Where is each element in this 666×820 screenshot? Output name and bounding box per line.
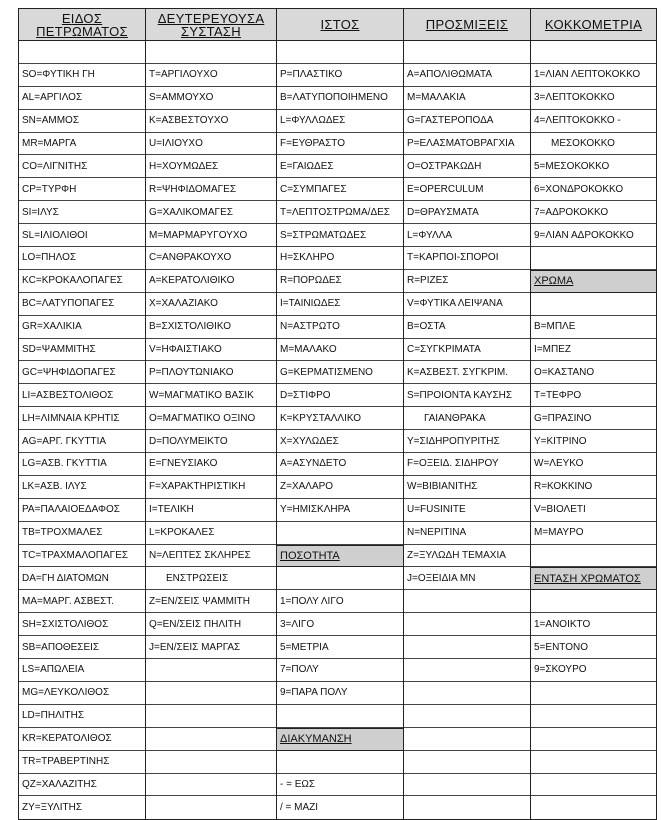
legend-row: Y=ΚΙΤΡΙΝΟ: [531, 430, 656, 453]
legend-row: 5=ΜΕΤΡΙΑ: [277, 636, 403, 659]
legend-row: [277, 41, 403, 64]
legend-row: U=FUSINITE: [404, 499, 530, 522]
legend-row: P=ΕΛΑΣΜΑΤΟΒΡΑΓΧΙΑ: [404, 133, 530, 156]
legend-row: [404, 682, 530, 705]
legend-row: B=ΟΣΤΑ: [404, 316, 530, 339]
legend-row: I=ΤΑΙΝΙΩΔΕΣ: [277, 293, 403, 316]
legend-row: N=ΛΕΠΤΕΣ ΣΚΛΗΡΕΣ: [146, 545, 276, 568]
legend-row: [531, 41, 656, 64]
legend-row: 7=ΑΔΡΟΚΟΚΚΟ: [531, 201, 656, 224]
legend-row: Z=ΧΑΛΑΡΟ: [277, 476, 403, 499]
legend-row: H=ΣΚΛΗΡΟ: [277, 247, 403, 270]
legend-row: F=ΧΑΡΑΚΤΗΡΙΣΤΙΚΗ: [146, 476, 276, 499]
section-header: ΔΙΑΚΥΜΑΝΣΗ: [277, 728, 403, 751]
legend-row: Q=ΕΝ/ΣΕΙΣ ΠΗΛΙΤΗ: [146, 613, 276, 636]
legend-row: SN=ΑΜΜΟΣ: [19, 110, 145, 133]
legend-row: 1=ΑΝΟΙΚΤΟ: [531, 613, 656, 636]
legend-row: Y=ΗΜΙΣΚΛΗΡΑ: [277, 499, 403, 522]
legend-row: 6=ΧΟΝΔΡΟΚΟΚΚΟ: [531, 178, 656, 201]
legend-row: [146, 751, 276, 774]
legend-row: L=ΦΥΛΛΩΔΕΣ: [277, 110, 403, 133]
legend-row: [531, 751, 656, 774]
legend-row: Y=ΣΙΔΗΡΟΠΥΡΙΤΗΣ: [404, 430, 530, 453]
legend-row: [277, 751, 403, 774]
legend-row: D=ΠΟΛΥΜΕΙΚΤΟ: [146, 430, 276, 453]
legend-row: V=ΦΥΤΙΚΑ ΛΕΙΨΑΝΑ: [404, 293, 530, 316]
legend-row: A=ΑΠΟΛΙΘΩΜΑΤΑ: [404, 64, 530, 87]
legend-row: [531, 682, 656, 705]
legend-row: [404, 728, 530, 751]
legend-row: X=ΧΥΛΩΔΕΣ: [277, 430, 403, 453]
legend-row: T=ΚΑΡΠΟΙ-ΣΠΟΡΟΙ: [404, 247, 530, 270]
legend-row: KC=ΚΡΟΚΑΛΟΠΑΓΕΣ: [19, 270, 145, 293]
legend-row: T=ΤΕΦΡΟ: [531, 384, 656, 407]
legend-row: S=ΠΡΟΙΟΝΤΑ ΚΑΥΣΗΣ: [404, 384, 530, 407]
legend-row: TB=ΤΡΟΧΜΑΛΕΣ: [19, 522, 145, 545]
legend-row: ΓΑΙΑΝΘΡΑΚΑ: [404, 407, 530, 430]
legend-row: [531, 545, 656, 568]
legend-row: MA=ΜΑΡΓ. ΑΣΒΕΣΤ.: [19, 590, 145, 613]
legend-row: 1=ΠΟΛΥ ΛΙΓΟ: [277, 590, 403, 613]
legend-row: CO=ΛΙΓΝΙΤΗΣ: [19, 155, 145, 178]
legend-row: [146, 774, 276, 797]
legend-row: S=ΑΜΜΟΥΧΟ: [146, 87, 276, 110]
legend-row: [404, 659, 530, 682]
legend-row: SI=ΙΛΥΣ: [19, 201, 145, 224]
legend-row: MR=ΜΑΡΓΑ: [19, 133, 145, 156]
legend-row: O=ΜΑΓΜΑΤΙΚΟ ΟΞΙΝΟ: [146, 407, 276, 430]
legend-row: Z=ΕΝ/ΣΕΙΣ ΨΑΜΜΙΤΗ: [146, 590, 276, 613]
legend-row: AG=ΑΡΓ. ΓΚΥΤΤΙΑ: [19, 430, 145, 453]
legend-row: [146, 682, 276, 705]
legend-row: N=ΑΣΤΡΩΤΟ: [277, 316, 403, 339]
legend-row: [404, 41, 530, 64]
legend-row: D=ΘΡΑΥΣΜΑΤΑ: [404, 201, 530, 224]
legend-row: M=ΜΑΛΑΚΙΑ: [404, 87, 530, 110]
legend-row: L=ΦΥΛΛΑ: [404, 224, 530, 247]
column-header-line: ΚΟΚΚΟΜΕΤΡΙΑ: [544, 16, 643, 32]
legend-row: [531, 293, 656, 316]
legend-row: D=ΣΤΙΦΡΟ: [277, 384, 403, 407]
section-header: ΕΝΤΑΣΗ ΧΡΩΜΑΤΟΣ: [531, 567, 656, 590]
legend-row: E=OPERCULUM: [404, 178, 530, 201]
legend-row: Z=ΞΥΛΩΔΗ ΤΕΜΑΧΙΑ: [404, 545, 530, 568]
legend-row: [404, 705, 530, 728]
legend-row: LD=ΠΗΛΙΤΗΣ: [19, 705, 145, 728]
legend-row: [531, 728, 656, 751]
legend-row: ΜΕΣΟΚΟΚΚΟ: [531, 133, 656, 156]
legend-row: T=ΑΡΓΙΛΟΥΧΟ: [146, 64, 276, 87]
legend-row: N=ΝΕΡΙΤΙΝΑ: [404, 522, 530, 545]
legend-row: QZ=ΧΑΛΑΖΙΤΗΣ: [19, 774, 145, 797]
legend-row: 4=ΛΕΠΤΟΚΟΚΚΟ -: [531, 110, 656, 133]
legend-row: R=ΚΟΚΚΙΝΟ: [531, 476, 656, 499]
legend-row: R=ΠΟΡΩΔΕΣ: [277, 270, 403, 293]
legend-row: G=ΓΑΣΤΕΡΟΠΟΔΑ: [404, 110, 530, 133]
column-rock-type: [18, 8, 146, 820]
column-header-line: ΣΥΣΤΑΣΗ: [181, 23, 241, 39]
legend-row: [277, 522, 403, 545]
legend-row: CP=ΤΥΡΦΗ: [19, 178, 145, 201]
legend-row: GR=ΧΑΛΙΚΙΑ: [19, 316, 145, 339]
legend-row: [404, 590, 530, 613]
legend-row: A=ΚΕΡΑΤΟΛΙΘΙΚΟ: [146, 270, 276, 293]
legend-row: 7=ΠΟΛΥ: [277, 659, 403, 682]
legend-row: ZY=ΞΥΛΙΤΗΣ: [22, 802, 83, 814]
legend-row: PA=ΠΑΛΑΙΟΕΔΑΦΟΣ: [19, 499, 145, 522]
legend-row: LG=ΑΣΒ. ΓΚΥΤΤΙΑ: [19, 453, 145, 476]
legend-row: P=ΠΛΑΣΤΙΚΟ: [277, 64, 403, 87]
legend-row: M=ΜΑΡΜΑΡΥΓΟΥΧΟ: [146, 224, 276, 247]
column-header-line: ΠΡΟΣΜΙΞΕΙΣ: [425, 16, 509, 32]
legend-row: C=ΣΥΓΚΡΙΜΑΤΑ: [404, 339, 530, 362]
legend-row: [531, 590, 656, 613]
legend-row: O=ΚΑΣΤΑΝΟ: [531, 361, 656, 384]
legend-row: K=ΑΣΒΕΣΤΟΥΧΟ: [146, 110, 276, 133]
column-secondary-composition: [145, 8, 277, 820]
legend-row: W=ΛΕΥΚΟ: [531, 453, 656, 476]
legend-row: LS=ΑΠΩΛΕΙΑ: [19, 659, 145, 682]
legend-row: [277, 705, 403, 728]
column-header: [531, 9, 656, 41]
legend-row: [146, 705, 276, 728]
legend-row: [277, 567, 403, 590]
legend-row: B=ΜΠΛΕ: [531, 316, 656, 339]
column-texture: [276, 8, 404, 820]
legend-row: AL=ΑΡΓΙΛΟΣ: [19, 87, 145, 110]
legend-row: LO=ΠΗΛΟΣ: [19, 247, 145, 270]
legend-row: 3=ΛΙΓΟ: [277, 613, 403, 636]
legend-row: C=ΑΝΘΡΑΚΟΥΧΟ: [146, 247, 276, 270]
legend-row: [146, 728, 276, 751]
legend-row: J=ΕΝ/ΣΕΙΣ ΜΑΡΓΑΣ: [146, 636, 276, 659]
legend-row: L=ΚΡΟΚΑΛΕΣ: [146, 522, 276, 545]
legend-row: M=ΜΑΥΡΟ: [531, 522, 656, 545]
legend-row: [531, 705, 656, 728]
legend-row: F=ΟΞΕΙΔ. ΣΙΔΗΡΟΥ: [404, 453, 530, 476]
column-admixtures: [403, 8, 531, 820]
legend-row: SO=ΦΥΤΙΚΗ ΓΗ: [19, 64, 145, 87]
legend-row: [531, 774, 656, 797]
legend-row: SH=ΣΧΙΣΤΟΛΙΘΟΣ: [19, 613, 145, 636]
legend-row: [19, 41, 145, 64]
legend-row: [404, 751, 530, 774]
legend-row: O=ΟΣΤΡΑΚΩΔΗ: [404, 155, 530, 178]
legend-row: - = ΕΩΣ: [277, 774, 403, 797]
legend-row: T=ΛΕΠΤΟΣΤΡΩΜΑ/ΔΕΣ: [277, 201, 403, 224]
legend-row: 9=ΣΚΟΥΡΟ: [531, 659, 656, 682]
legend-row: MG=ΛΕΥΚΟΛΙΘΟΣ: [19, 682, 145, 705]
column-grain-size: [530, 8, 657, 820]
column-header: [146, 9, 276, 41]
legend-row: V=ΒΙΟΛΕΤΙ: [531, 499, 656, 522]
legend-row: X=ΧΑΛΑΖΙΑΚΟ: [146, 293, 276, 316]
legend-row: [531, 247, 656, 270]
section-header: ΠΟΣΟΤΗΤΑ: [277, 545, 403, 568]
column-header-line: ΠΕΤΡΩΜΑΤΟΣ: [36, 23, 128, 39]
column-header: [19, 9, 145, 41]
legend-row: ΕΝΣΤΡΩΣΕΙΣ: [146, 567, 276, 590]
legend-row: TR=ΤΡΑΒΕΡΤΙΝΗΣ: [19, 751, 145, 774]
column-header-line: ΕΙΔΟΣ: [61, 10, 103, 26]
legend-row: I=ΜΠΕΖ: [531, 339, 656, 362]
legend-row: B=ΣΧΙΣΤΟΛΙΘΙΚΟ: [146, 316, 276, 339]
legend-row: R=ΡΙΖΕΣ: [404, 270, 530, 293]
legend-row: F=ΕΥΘΡΑΣΤΟ: [277, 133, 403, 156]
legend-row: W=ΜΑΓΜΑΤΙΚΟ ΒΑΣΙΚ: [146, 384, 276, 407]
legend-row: G=ΚΕΡΜΑΤΙΣΜΕΝΟ: [277, 361, 403, 384]
column-header-line: ΙΣΤΟΣ: [320, 16, 360, 32]
legend-row: 9=ΠΑΡΑ ΠΟΛΥ: [277, 682, 403, 705]
column-header: [404, 9, 530, 41]
legend-row: S=ΣΤΡΩΜΑΤΩΔΕΣ: [277, 224, 403, 247]
legend-row: BC=ΛΑΤΥΠΟΠΑΓΕΣ: [19, 293, 145, 316]
legend-row: LI=ΑΣΒΕΣΤΟΛΙΘΟΣ: [19, 384, 145, 407]
legend-row: I=ΤΕΛΙΚΗ: [146, 499, 276, 522]
section-header: ΧΡΩΜΑ: [531, 270, 656, 293]
legend-row: [146, 796, 276, 819]
legend-row: KR=ΚΕΡΑΤΟΛΙΘΟΣ: [19, 728, 145, 751]
legend-row: [146, 659, 276, 682]
legend-row: 5=ΜΕΣΟΚΟΚΚΟ: [531, 155, 656, 178]
legend-row: [404, 796, 530, 819]
legend-row: M=ΜΑΛΑΚΟ: [277, 339, 403, 362]
legend-row: R=ΨΗΦΙΔΟΜΑΓΕΣ: [146, 178, 276, 201]
legend-row: [404, 613, 530, 636]
legend-sheet: [18, 8, 658, 814]
legend-row: 9=ΛΙΑΝ ΑΔΡΟΚΟΚΚΟ: [531, 224, 656, 247]
legend-row: B=ΛΑΤΥΠΟΠΟΙΗΜΕΝΟ: [277, 87, 403, 110]
legend-row: 5=ΕΝΤΟΝΟ: [531, 636, 656, 659]
legend-row: G=ΠΡΑΣΙΝΟ: [531, 407, 656, 430]
legend-row: E=ΓΝΕΥΣΙΑΚΟ: [146, 453, 276, 476]
legend-row: SD=ΨΑΜΜΙΤΗΣ: [19, 339, 145, 362]
legend-row: LH=ΛΙΜΝΑΙΑ ΚΡΗΤΙΣ: [19, 407, 145, 430]
legend-row: J=ΟΞΕΙΔΙΑ ΜΝ: [404, 567, 530, 590]
legend-row: [404, 636, 530, 659]
legend-row: LK=ΑΣΒ. ΙΛΥΣ: [19, 476, 145, 499]
legend-row: GC=ΨΗΦΙΔΟΠΑΓΕΣ: [19, 361, 145, 384]
legend-row: [404, 774, 530, 797]
column-header: [277, 9, 403, 41]
legend-row: P=ΠΛΟΥΤΩΝΙΑΚΟ: [146, 361, 276, 384]
legend-row: H=ΧΟΥΜΩΔΕΣ: [146, 155, 276, 178]
legend-row: A=ΑΣΥΝΔΕΤΟ: [277, 453, 403, 476]
legend-row: / = ΜΑΖΙ: [280, 802, 319, 814]
legend-row: SB=ΑΠΟΘΕΣΕΙΣ: [19, 636, 145, 659]
legend-row: 3=ΛΕΠΤΟΚΟΚΚΟ: [531, 87, 656, 110]
legend-row: TC=ΤΡΑΧΜΑΛΟΠΑΓΕΣ: [19, 545, 145, 568]
legend-row: E=ΓΑΙΩΔΕΣ: [277, 155, 403, 178]
legend-row: W=ΒΙΒΙΑΝΙΤΗΣ: [404, 476, 530, 499]
legend-row: U=ΙΛΙΟΥΧΟ: [146, 133, 276, 156]
legend-row: [146, 41, 276, 64]
legend-row: [531, 796, 656, 819]
legend-row: V=ΗΦΑΙΣΤΙΑΚΟ: [146, 339, 276, 362]
legend-row: K=ΑΣΒΕΣΤ. ΣΥΓΚΡΙΜ.: [404, 361, 530, 384]
legend-row: 1=ΛΙΑΝ ΛΕΠΤΟΚΟΚΚΟ: [531, 64, 656, 87]
column-header-line: ΔΕΥΤΕΡΕΥΟΥΣΑ: [157, 10, 265, 26]
legend-row: G=ΧΑΛΙΚΟΜΑΓΕΣ: [146, 201, 276, 224]
legend-row: DA=ΓΗ ΔΙΑΤΟΜΩΝ: [19, 567, 145, 590]
legend-row: SL=ΙΛΙΟΛΙΘΟΙ: [19, 224, 145, 247]
legend-row: K=ΚΡΥΣΤΑΛΛΙΚΟ: [277, 407, 403, 430]
legend-row: C=ΣΥΜΠΑΓΕΣ: [277, 178, 403, 201]
